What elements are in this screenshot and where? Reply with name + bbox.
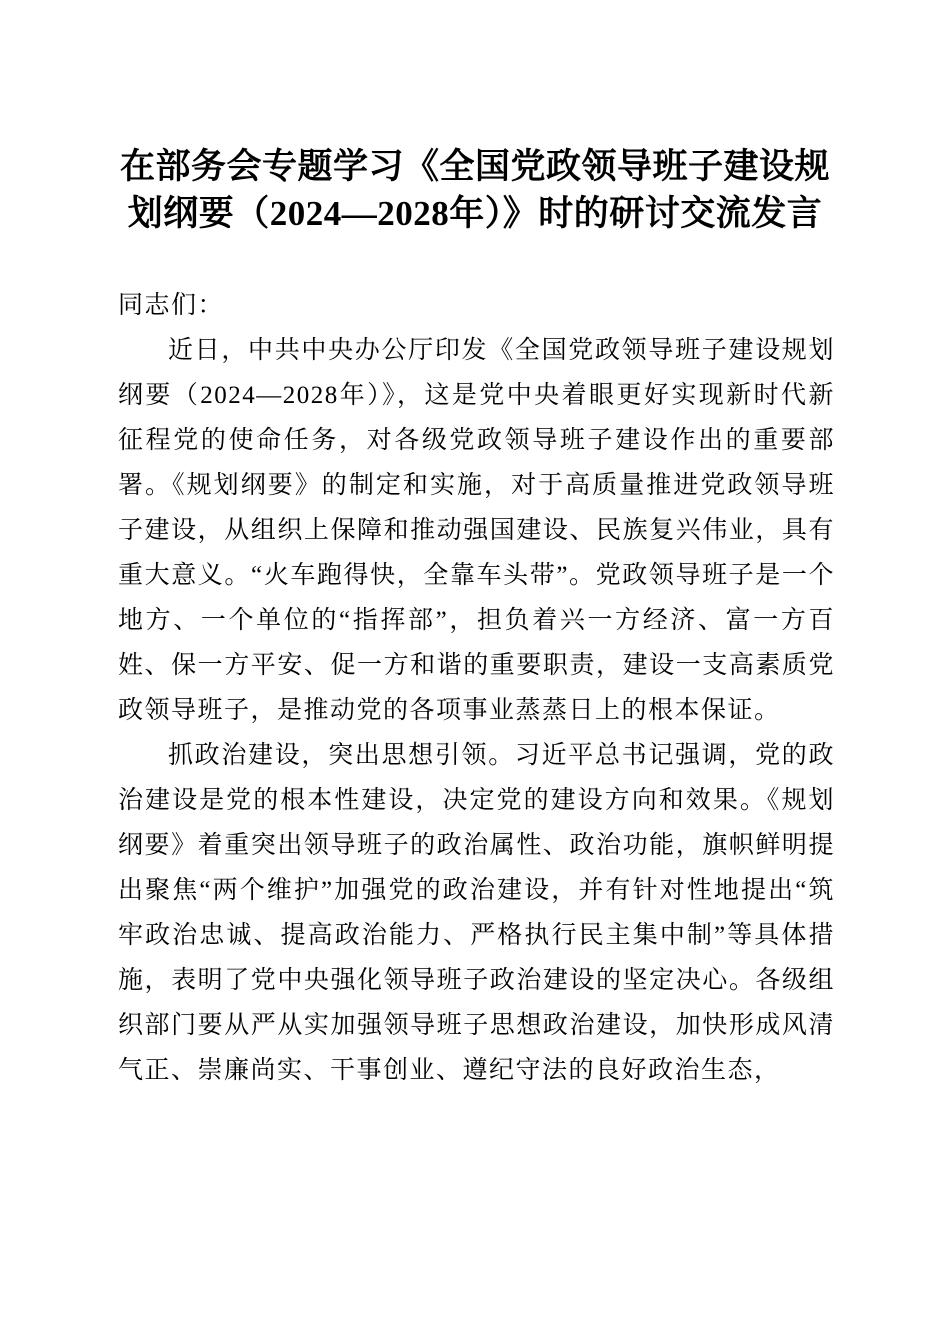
page-title: 在部务会专题学习《全国党政领导班子建设规划纲要（2024—2028年）》时的研讨交流发言 (119, 147, 830, 233)
greeting-line: 同志们： (118, 292, 225, 319)
document-body (118, 283, 835, 1093)
body-paragraph-2: 抓政治建设，突出思想引领。习近平总书记强调，党的政治建设是党的根本性建设，决定党的建设方向和效果。《规划纲要》着重突出领导班子的政治属性、政治功能，旗帜鲜明提出聚焦“两个维护”加强党的政治建设，并有针对性地提出“筑牢政治忠诚、提高政治能力、严格执行民主集中制”等具体措施，表明了党中央强化领导班子政治建设的坚定决心。各级组织部门要从严从实加强领导班子思想政治建设，加快形成风清气正、崇廉尚实、干事创业、遵纪守法的良好政治生态， (118, 742, 835, 1084)
body-paragraph-1: 近日，中共中央办公厅印发《全国党政领导班子建设规划纲要（2024—2028年）》，这是党中央着眼更好实现新时代新征程党的使命任务，对各级党政领导班子建设作出的重要部署。《规划纲要》的制定和实施，对于高质量推进党政领导班子建设，从组织上保障和推动强国建设、民族复兴伟业，具有重大意义。“火车跑得快，全靠车头带”。党政领导班子是一个地方、一个单位的“指挥部”，担负着兴一方经济、富一方百姓、保一方平安、促一方和谐的重要职责，建设一支高素质党政领导班子，是推动党的各项事业蒸蒸日上的根本保证。 (118, 337, 835, 724)
